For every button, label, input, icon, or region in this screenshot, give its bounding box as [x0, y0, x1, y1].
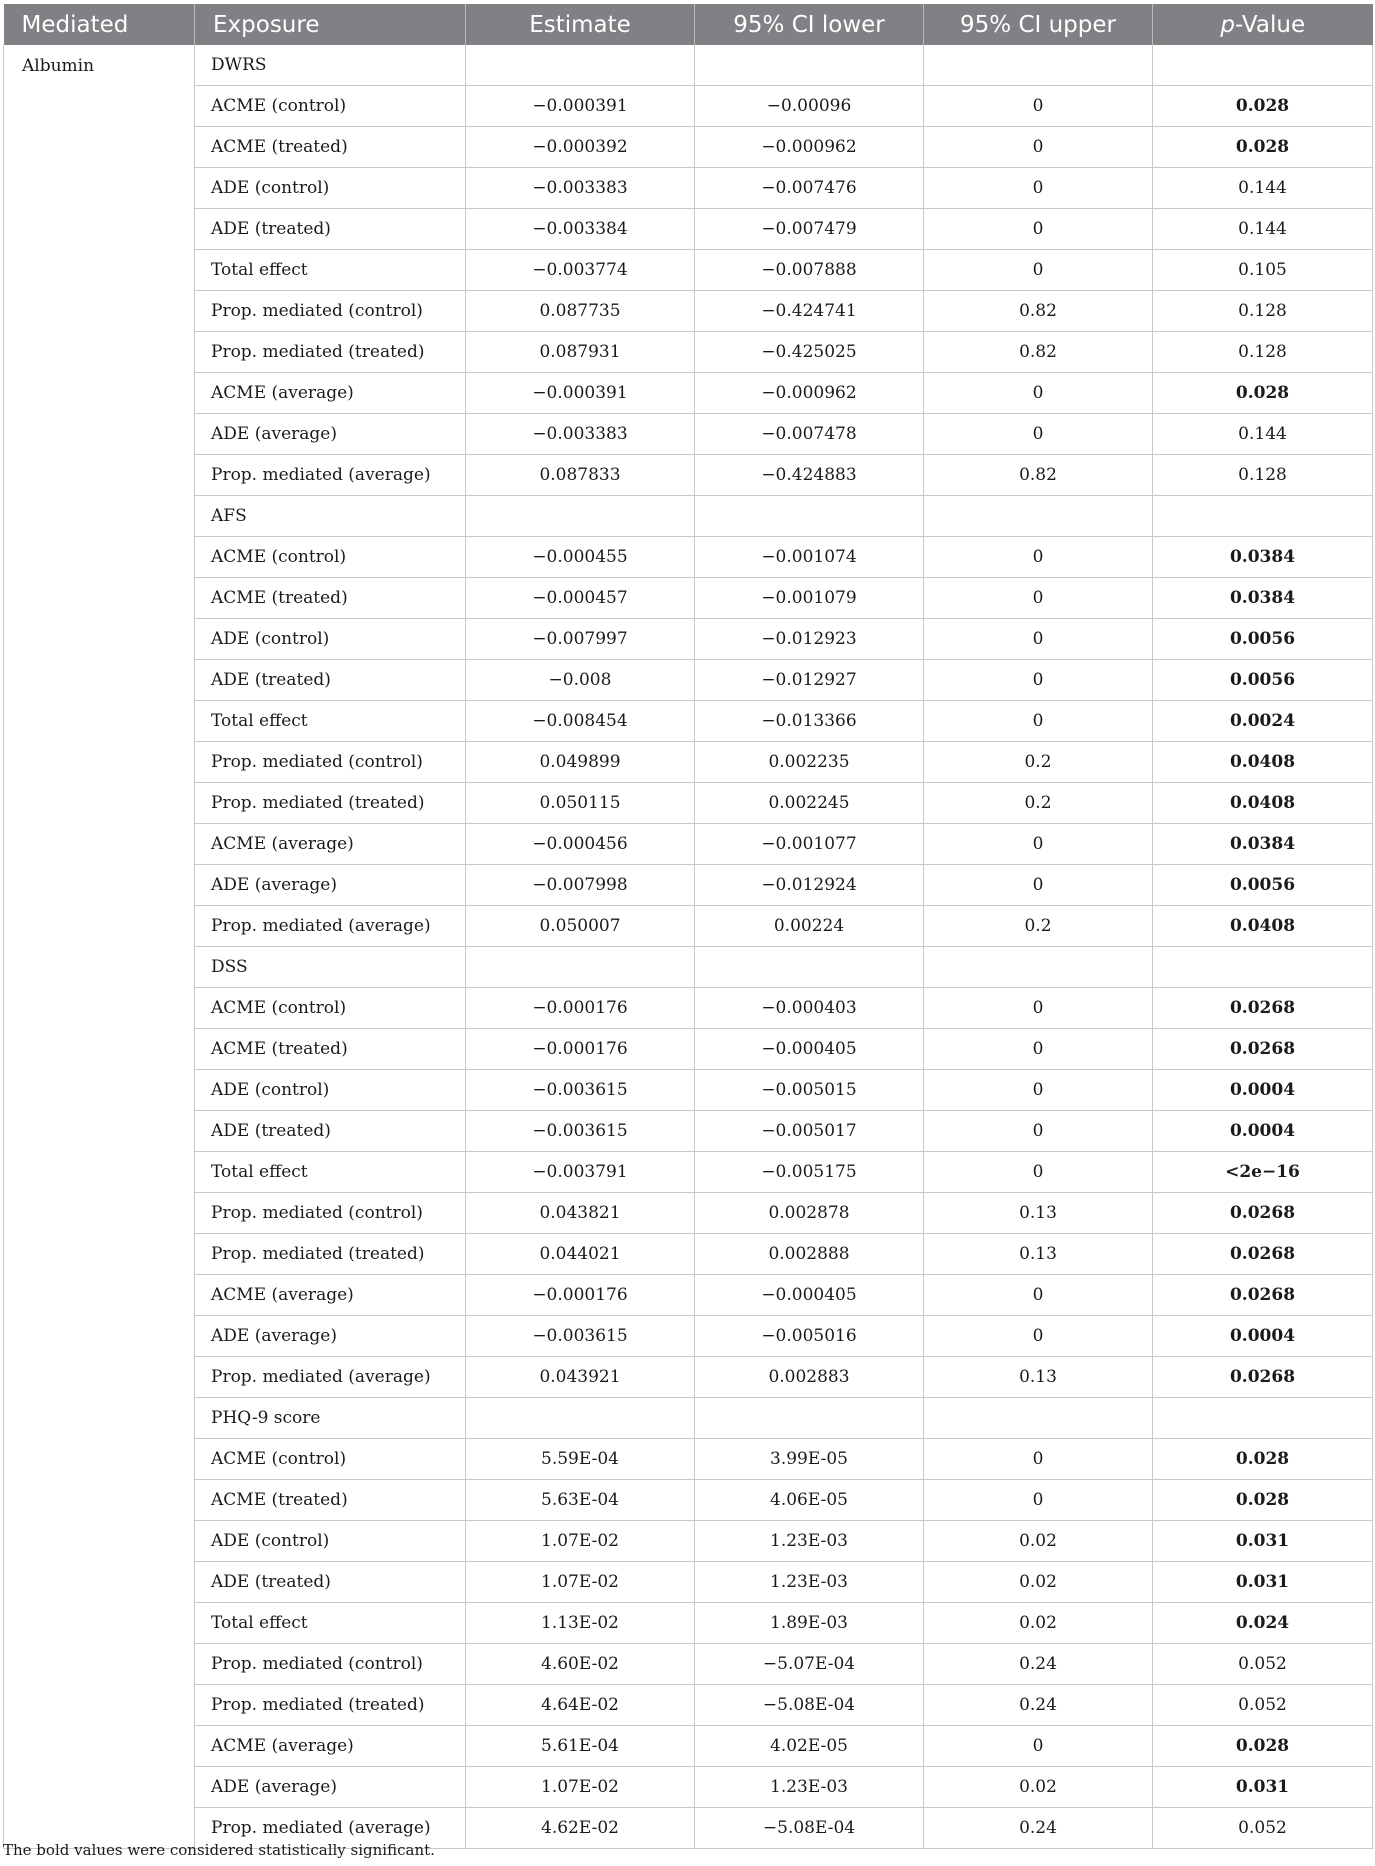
estimate-cell: −0.000176	[466, 988, 695, 1029]
p-value-cell: 0.128	[1153, 455, 1373, 496]
p-value-cell: 0.0408	[1153, 742, 1373, 783]
ci-lower-cell: −0.012927	[695, 660, 924, 701]
ci-lower-cell: −0.013366	[695, 701, 924, 742]
ci-upper-cell: 0.2	[924, 742, 1153, 783]
estimate-cell: −0.003383	[466, 168, 695, 209]
header-p-rest: -Value	[1234, 11, 1306, 38]
estimate-cell: −0.003615	[466, 1111, 695, 1152]
table-row	[4, 619, 1373, 660]
effect-label: Prop. mediated (average)	[195, 906, 466, 947]
ci-upper-cell: 0.82	[924, 332, 1153, 373]
exposure-group-row	[4, 496, 1373, 537]
effect-label: Prop. mediated (treated)	[195, 783, 466, 824]
header-p-value	[1153, 4, 1373, 45]
effect-label: ADE (average)	[195, 1767, 466, 1808]
table-row	[4, 906, 1373, 947]
exposure-group-label: DSS	[195, 947, 466, 988]
p-value-cell: 0.0384	[1153, 578, 1373, 619]
ci-upper-cell: 0	[924, 1316, 1153, 1357]
ci-upper-cell: 0	[924, 373, 1153, 414]
header-exposure: Exposure	[195, 4, 466, 45]
effect-label: ACME (average)	[195, 824, 466, 865]
empty-cell	[924, 496, 1153, 537]
estimate-cell: −0.000176	[466, 1029, 695, 1070]
p-value-cell: 0.031	[1153, 1562, 1373, 1603]
effect-label: ADE (average)	[195, 1316, 466, 1357]
effect-label: Prop. mediated (average)	[195, 1808, 466, 1849]
table-row	[4, 332, 1373, 373]
table-row	[4, 1480, 1373, 1521]
ci-upper-cell: 0	[924, 168, 1153, 209]
ci-lower-cell: −0.005017	[695, 1111, 924, 1152]
estimate-cell: 1.07E-02	[466, 1521, 695, 1562]
effect-label: ACME (control)	[195, 1439, 466, 1480]
effect-label: ADE (treated)	[195, 660, 466, 701]
ci-lower-cell: −0.000962	[695, 127, 924, 168]
table-row	[4, 537, 1373, 578]
table-row	[4, 250, 1373, 291]
ci-upper-cell: 0	[924, 824, 1153, 865]
estimate-cell: −0.000455	[466, 537, 695, 578]
effect-label: ADE (control)	[195, 168, 466, 209]
table-row	[4, 1234, 1373, 1275]
effect-label: ACME (control)	[195, 537, 466, 578]
p-value-cell: 0.028	[1153, 127, 1373, 168]
ci-lower-cell: 3.99E-05	[695, 1439, 924, 1480]
table-row	[4, 168, 1373, 209]
empty-cell	[695, 1398, 924, 1439]
estimate-cell: −0.003383	[466, 414, 695, 455]
ci-upper-cell: 0	[924, 988, 1153, 1029]
ci-upper-cell: 0	[924, 414, 1153, 455]
p-value-cell: 0.052	[1153, 1685, 1373, 1726]
table-row	[4, 1193, 1373, 1234]
estimate-cell: −0.008454	[466, 701, 695, 742]
header-ci-lower: 95% CI lower	[695, 4, 924, 45]
empty-cell	[1153, 496, 1373, 537]
mediation-table-container	[3, 4, 1372, 1849]
ci-lower-cell: −0.007478	[695, 414, 924, 455]
ci-lower-cell: −0.425025	[695, 332, 924, 373]
header-p-italic: p	[1220, 11, 1235, 38]
effect-label: Total effect	[195, 1603, 466, 1644]
estimate-cell: 5.59E-04	[466, 1439, 695, 1480]
effect-label: ADE (treated)	[195, 1111, 466, 1152]
effect-label: Prop. mediated (average)	[195, 1357, 466, 1398]
ci-lower-cell: −0.007476	[695, 168, 924, 209]
ci-upper-cell: 0	[924, 1152, 1153, 1193]
p-value-cell: 0.0268	[1153, 1029, 1373, 1070]
ci-lower-cell: 1.23E-03	[695, 1767, 924, 1808]
effect-label: ACME (treated)	[195, 127, 466, 168]
effect-label: ACME (treated)	[195, 1029, 466, 1070]
effect-label: Total effect	[195, 1152, 466, 1193]
table-row	[4, 742, 1373, 783]
table-row	[4, 1152, 1373, 1193]
ci-lower-cell: 0.002878	[695, 1193, 924, 1234]
ci-upper-cell: 0	[924, 1029, 1153, 1070]
p-value-cell: 0.0408	[1153, 783, 1373, 824]
estimate-cell: 0.087833	[466, 455, 695, 496]
table-row	[4, 988, 1373, 1029]
effect-label: ADE (average)	[195, 414, 466, 455]
p-value-cell: 0.144	[1153, 168, 1373, 209]
table-row	[4, 865, 1373, 906]
ci-upper-cell: 0	[924, 1726, 1153, 1767]
ci-upper-cell: 0	[924, 1111, 1153, 1152]
ci-lower-cell: −0.012923	[695, 619, 924, 660]
table-row	[4, 578, 1373, 619]
estimate-cell: 0.043821	[466, 1193, 695, 1234]
p-value-cell: 0.0056	[1153, 619, 1373, 660]
p-value-cell: 0.028	[1153, 1480, 1373, 1521]
p-value-cell: 0.0268	[1153, 1357, 1373, 1398]
estimate-cell: −0.000392	[466, 127, 695, 168]
ci-upper-cell: 0	[924, 86, 1153, 127]
table-row	[4, 414, 1373, 455]
ci-upper-cell: 0.2	[924, 906, 1153, 947]
table-row	[4, 783, 1373, 824]
table-row	[4, 373, 1373, 414]
p-value-cell: 0.0268	[1153, 988, 1373, 1029]
ci-upper-cell: 0	[924, 865, 1153, 906]
empty-cell	[466, 1398, 695, 1439]
estimate-cell: 1.13E-02	[466, 1603, 695, 1644]
ci-upper-cell: 0	[924, 619, 1153, 660]
p-value-cell: 0.0268	[1153, 1234, 1373, 1275]
ci-upper-cell: 0.2	[924, 783, 1153, 824]
effect-label: Prop. mediated (average)	[195, 455, 466, 496]
ci-lower-cell: 0.00224	[695, 906, 924, 947]
table-row	[4, 1275, 1373, 1316]
p-value-cell: 0.0004	[1153, 1070, 1373, 1111]
p-value-cell: 0.128	[1153, 332, 1373, 373]
estimate-cell: 0.050007	[466, 906, 695, 947]
table-row	[4, 127, 1373, 168]
p-value-cell: 0.0408	[1153, 906, 1373, 947]
table-row	[4, 291, 1373, 332]
estimate-cell: 0.087931	[466, 332, 695, 373]
effect-label: ADE (treated)	[195, 209, 466, 250]
ci-upper-cell: 0.02	[924, 1767, 1153, 1808]
p-value-cell: 0.031	[1153, 1767, 1373, 1808]
ci-lower-cell: −0.000403	[695, 988, 924, 1029]
estimate-cell: −0.007998	[466, 865, 695, 906]
ci-lower-cell: −0.000405	[695, 1029, 924, 1070]
empty-cell	[695, 947, 924, 988]
ci-upper-cell: 0	[924, 578, 1153, 619]
table-row	[4, 1316, 1373, 1357]
table-row	[4, 660, 1373, 701]
effect-label: ACME (average)	[195, 1275, 466, 1316]
table-row	[4, 1070, 1373, 1111]
effect-label: ACME (average)	[195, 373, 466, 414]
empty-cell	[695, 45, 924, 86]
ci-lower-cell: −0.001074	[695, 537, 924, 578]
effect-label: Prop. mediated (control)	[195, 291, 466, 332]
estimate-cell: −0.000457	[466, 578, 695, 619]
effect-label: ACME (control)	[195, 86, 466, 127]
ci-lower-cell: −0.007479	[695, 209, 924, 250]
table-row	[4, 209, 1373, 250]
p-value-cell: 0.028	[1153, 1439, 1373, 1480]
estimate-cell: −0.000391	[466, 373, 695, 414]
estimate-cell: 4.60E-02	[466, 1644, 695, 1685]
ci-upper-cell: 0.82	[924, 455, 1153, 496]
table-row	[4, 1726, 1373, 1767]
ci-upper-cell: 0.02	[924, 1603, 1153, 1644]
p-value-cell: 0.028	[1153, 86, 1373, 127]
estimate-cell: −0.000456	[466, 824, 695, 865]
estimate-cell: 0.044021	[466, 1234, 695, 1275]
empty-cell	[466, 45, 695, 86]
effect-label: ADE (average)	[195, 865, 466, 906]
estimate-cell: −0.007997	[466, 619, 695, 660]
effect-label: Prop. mediated (treated)	[195, 332, 466, 373]
table-body	[4, 45, 1373, 1849]
empty-cell	[466, 947, 695, 988]
estimate-cell: 4.62E-02	[466, 1808, 695, 1849]
effect-label: ADE (control)	[195, 1521, 466, 1562]
table-row	[4, 701, 1373, 742]
p-value-cell: 0.024	[1153, 1603, 1373, 1644]
estimate-cell: 0.043921	[466, 1357, 695, 1398]
ci-upper-cell: 0	[924, 250, 1153, 291]
empty-cell	[1153, 947, 1373, 988]
ci-upper-cell: 0.82	[924, 291, 1153, 332]
effect-label: ACME (control)	[195, 988, 466, 1029]
ci-upper-cell: 0.24	[924, 1808, 1153, 1849]
p-value-cell: 0.105	[1153, 250, 1373, 291]
table-row	[4, 1644, 1373, 1685]
table-row	[4, 1029, 1373, 1070]
empty-cell	[1153, 1398, 1373, 1439]
ci-lower-cell: −0.000962	[695, 373, 924, 414]
ci-lower-cell: −0.007888	[695, 250, 924, 291]
estimate-cell: 0.087735	[466, 291, 695, 332]
estimate-cell: −0.003615	[466, 1070, 695, 1111]
exposure-group-row	[4, 1398, 1373, 1439]
ci-upper-cell: 0	[924, 209, 1153, 250]
ci-upper-cell: 0.24	[924, 1644, 1153, 1685]
ci-lower-cell: −5.08E-04	[695, 1685, 924, 1726]
estimate-cell: 4.64E-02	[466, 1685, 695, 1726]
table-row	[4, 1439, 1373, 1480]
table-row	[4, 1357, 1373, 1398]
estimate-cell: 5.63E-04	[466, 1480, 695, 1521]
ci-lower-cell: 1.89E-03	[695, 1603, 924, 1644]
table-row	[4, 1111, 1373, 1152]
ci-lower-cell: 0.002888	[695, 1234, 924, 1275]
effect-label: ADE (treated)	[195, 1562, 466, 1603]
p-value-cell: 0.0004	[1153, 1316, 1373, 1357]
estimate-cell: −0.003791	[466, 1152, 695, 1193]
p-value-cell: 0.0384	[1153, 824, 1373, 865]
estimate-cell: 0.050115	[466, 783, 695, 824]
effect-label: Prop. mediated (treated)	[195, 1234, 466, 1275]
ci-lower-cell: −0.005015	[695, 1070, 924, 1111]
table-row	[4, 1521, 1373, 1562]
estimate-cell: 5.61E-04	[466, 1726, 695, 1767]
ci-upper-cell: 0.13	[924, 1193, 1153, 1234]
estimate-cell: −0.003615	[466, 1316, 695, 1357]
p-value-cell: 0.028	[1153, 1726, 1373, 1767]
table-header	[4, 4, 1373, 45]
table-row	[4, 824, 1373, 865]
p-value-cell: 0.0056	[1153, 865, 1373, 906]
ci-upper-cell: 0	[924, 1275, 1153, 1316]
p-value-cell: 0.0004	[1153, 1111, 1373, 1152]
ci-lower-cell: 1.23E-03	[695, 1521, 924, 1562]
table-row	[4, 1767, 1373, 1808]
header-estimate: Estimate	[466, 4, 695, 45]
ci-lower-cell: −5.08E-04	[695, 1808, 924, 1849]
exposure-group-label: PHQ-9 score	[195, 1398, 466, 1439]
empty-cell	[924, 947, 1153, 988]
table-row	[4, 86, 1373, 127]
effect-label: Prop. mediated (control)	[195, 1644, 466, 1685]
ci-upper-cell: 0.13	[924, 1234, 1153, 1275]
p-value-cell: 0.052	[1153, 1808, 1373, 1849]
ci-upper-cell: 0.13	[924, 1357, 1153, 1398]
table-row	[4, 1685, 1373, 1726]
header-mediated: Mediated	[4, 4, 195, 45]
estimate-cell: −0.000391	[466, 86, 695, 127]
empty-cell	[924, 1398, 1153, 1439]
ci-lower-cell: −0.001077	[695, 824, 924, 865]
mediated-cell: Albumin	[4, 45, 195, 1849]
p-value-cell: 0.0268	[1153, 1193, 1373, 1234]
p-value-cell: 0.028	[1153, 373, 1373, 414]
estimate-cell: 0.049899	[466, 742, 695, 783]
empty-cell	[695, 496, 924, 537]
p-value-cell: 0.144	[1153, 414, 1373, 455]
footnote: The bold values were considered statistically significant.	[3, 1841, 435, 1859]
estimate-cell: −0.008	[466, 660, 695, 701]
estimate-cell: 1.07E-02	[466, 1767, 695, 1808]
effect-label: Total effect	[195, 250, 466, 291]
ci-lower-cell: −0.00096	[695, 86, 924, 127]
empty-cell	[1153, 45, 1373, 86]
mediation-table	[3, 4, 1373, 1849]
effect-label: ACME (average)	[195, 1726, 466, 1767]
empty-cell	[466, 496, 695, 537]
effect-label: ADE (control)	[195, 1070, 466, 1111]
p-value-cell: 0.0268	[1153, 1275, 1373, 1316]
ci-lower-cell: −0.005175	[695, 1152, 924, 1193]
ci-upper-cell: 0	[924, 1480, 1153, 1521]
ci-lower-cell: 1.23E-03	[695, 1562, 924, 1603]
ci-lower-cell: −0.005016	[695, 1316, 924, 1357]
exposure-group-row	[4, 45, 1373, 86]
ci-lower-cell: −0.001079	[695, 578, 924, 619]
empty-cell	[924, 45, 1153, 86]
ci-upper-cell: 0	[924, 127, 1153, 168]
p-value-cell: 0.0056	[1153, 660, 1373, 701]
ci-upper-cell: 0.02	[924, 1521, 1153, 1562]
ci-lower-cell: −0.000405	[695, 1275, 924, 1316]
ci-lower-cell: −0.424883	[695, 455, 924, 496]
p-value-cell: 0.0024	[1153, 701, 1373, 742]
estimate-cell: −0.003774	[466, 250, 695, 291]
effect-label: Prop. mediated (control)	[195, 1193, 466, 1234]
estimate-cell: 1.07E-02	[466, 1562, 695, 1603]
p-value-cell: 0.128	[1153, 291, 1373, 332]
effect-label: ACME (treated)	[195, 578, 466, 619]
effect-label: Total effect	[195, 701, 466, 742]
effect-label: Prop. mediated (treated)	[195, 1685, 466, 1726]
ci-upper-cell: 0	[924, 660, 1153, 701]
estimate-cell: −0.003384	[466, 209, 695, 250]
effect-label: Prop. mediated (control)	[195, 742, 466, 783]
ci-lower-cell: 4.06E-05	[695, 1480, 924, 1521]
estimate-cell: −0.000176	[466, 1275, 695, 1316]
ci-upper-cell: 0.02	[924, 1562, 1153, 1603]
table-row	[4, 455, 1373, 496]
p-value-cell: <2e−16	[1153, 1152, 1373, 1193]
ci-upper-cell: 0	[924, 1070, 1153, 1111]
p-value-cell: 0.0384	[1153, 537, 1373, 578]
p-value-cell: 0.031	[1153, 1521, 1373, 1562]
ci-lower-cell: 4.02E-05	[695, 1726, 924, 1767]
header-ci-upper: 95% CI upper	[924, 4, 1153, 45]
p-value-cell: 0.144	[1153, 209, 1373, 250]
ci-upper-cell: 0	[924, 701, 1153, 742]
exposure-group-label: AFS	[195, 496, 466, 537]
table-row	[4, 1562, 1373, 1603]
exposure-group-row	[4, 947, 1373, 988]
ci-lower-cell: −0.424741	[695, 291, 924, 332]
effect-label: ACME (treated)	[195, 1480, 466, 1521]
ci-lower-cell: 0.002235	[695, 742, 924, 783]
ci-lower-cell: 0.002245	[695, 783, 924, 824]
exposure-group-label: DWRS	[195, 45, 466, 86]
p-value-cell: 0.052	[1153, 1644, 1373, 1685]
ci-upper-cell: 0.24	[924, 1685, 1153, 1726]
effect-label: ADE (control)	[195, 619, 466, 660]
ci-upper-cell: 0	[924, 537, 1153, 578]
ci-upper-cell: 0	[924, 1439, 1153, 1480]
table-row	[4, 1603, 1373, 1644]
ci-lower-cell: −0.012924	[695, 865, 924, 906]
ci-lower-cell: 0.002883	[695, 1357, 924, 1398]
ci-lower-cell: −5.07E-04	[695, 1644, 924, 1685]
header-row	[4, 4, 1373, 45]
